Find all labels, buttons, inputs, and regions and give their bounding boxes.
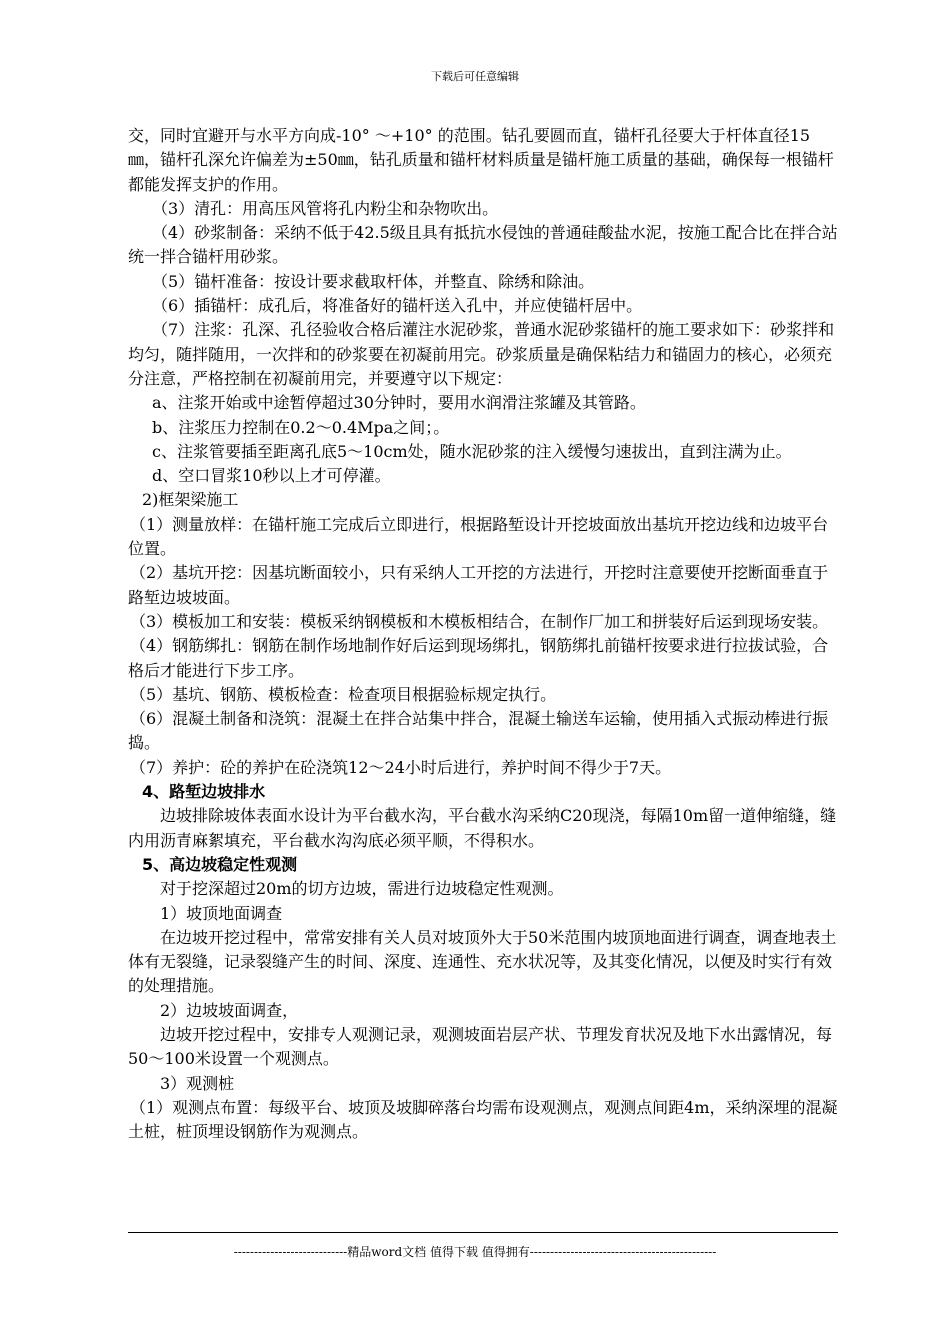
footer-note: ----------------------------精品word文档 值得下载 值得拥有---------------------------------------------- [233, 1245, 717, 1259]
paragraph: c、注浆管要插至距离孔底5～10cm处，随水泥砂浆的注入缓慢匀速拔出，直到注满为止。 [152, 441, 792, 461]
paragraph: （3）清孔：用高压风管将孔内粉尘和杂物吹出。 [152, 198, 499, 218]
subsection-heading: 3）观测桩 [160, 1073, 235, 1093]
footer-rule [128, 1232, 838, 1233]
paragraph: （4）砂浆制备：采纳不低于42.5级且具有抵抗水侵蚀的普通硅酸盐水泥，按施工配合比在拌合站统一拌合锚杆用砂浆。 [128, 223, 838, 267]
document-body [128, 124, 840, 1144]
paragraph: （2）基坑开挖：因基坑断面较小，只有采纳人工开挖的方法进行，开挖时注意要使开挖断面垂直于路堑边坡坡面。 [128, 563, 829, 607]
paragraph: （5）锚杆准备：按设计要求截取杆体，并整直、除绣和除油。 [152, 271, 595, 291]
section-heading: 2)框架梁施工 [142, 490, 239, 510]
paragraph: （6）混凝土制备和浇筑：混凝土在拌合站集中拌合，混凝土输送车运输，使用插入式振动棒进行振捣。 [128, 709, 829, 753]
header-note: 下载后可任意编辑 [431, 70, 519, 83]
paragraph: （5）基坑、钢筋、模板检查：检查项目根据验标规定执行。 [130, 684, 557, 704]
paragraph: （7）注浆：孔深、孔径验收合格后灌注水泥砂浆，普通水泥砂浆锚杆的施工要求如下：砂浆拌和均匀，随拌随用，一次拌和的砂浆要在初凝前用完。砂浆质量是确保粘结力和锚固力的核心，必须充分注意，严格控制在初凝前用完，并要遵守以下规定： [128, 320, 835, 388]
subsection-heading: 2）边坡坡面调查， [160, 1000, 299, 1020]
paragraph: （4）钢筋绑扎：钢筋在制作场地制作好后运到现场绑扎，钢筋绑扎前锚杆按要求进行拉拔试验，合格后才能进行下步工序。 [128, 636, 829, 680]
paragraph: 对于挖深超过20m的切方边坡，需进行边坡稳定性观测。 [160, 879, 564, 899]
paragraph: （1）观测点布置：每级平台、坡顶及坡脚碎落台均需布设观测点，观测点间距4m，采纳深埋的混凝土桩，桩顶埋设钢筋作为观测点。 [128, 1097, 838, 1142]
paragraph: （3）模板加工和安装：模板采纳钢模板和木模板相结合，在制作厂加工和拼装好后运到现场安装。 [130, 611, 829, 631]
paragraph: a、注浆开始或中途暂停超过30分钟时，要用水润滑注浆罐及其管路。 [152, 393, 646, 413]
section-heading: 5、高边坡稳定性观测 [142, 854, 298, 874]
paragraph: b、注浆压力控制在0.2～0.4Mpa之间；。 [152, 417, 450, 437]
paragraph: 在边坡开挖过程中，常常安排有关人员对坡顶外大于50米范围内坡顶地面进行调查，调查地表土体有无裂缝，记录裂缝产生的时间、深度、连通性、充水状况等，及其变化情况，以便及时实行有效的处理措施。 [128, 927, 837, 996]
paragraph: 边坡排除坡体表面水设计为平台截水沟，平台截水沟采纳C20现浇，每隔10m留一道伸缩缝，缝内用沥青麻絮填充，平台截水沟沟底必须平顺，不得积水。 [128, 806, 837, 850]
paragraph: 交，同时宜避开与水平方向成-10° ～+10° 的范围。钻孔要圆而直，锚杆孔径要大于杆体直径15㎜，锚杆孔深允许偏差为±50㎜，钻孔质量和锚杆材料质量是锚杆施工质量的基础，确保每一根锚杆都能发挥支护的作用。 [128, 126, 834, 194]
section-heading: 4、路堑边坡排水 [142, 782, 266, 802]
paragraph: （1）测量放样：在锚杆施工完成后立即进行，根据路堑设计开挖坡面放出基坑开挖边线和边坡平台位置。 [128, 514, 829, 559]
paragraph: （7）养护：砼的养护在砼浇筑12～24小时后进行，养护时间不得少于7天。 [130, 757, 672, 777]
paragraph: 边坡开挖过程中，安排专人观测记录，观测坡面岩层产状、节理发育状况及地下水出露情况，每50～100米设置一个观测点。 [128, 1024, 833, 1069]
subsection-heading: 1）坡顶地面调查 [160, 903, 283, 923]
paragraph: （6）插锚杆：成孔后，将准备好的锚杆送入孔中，并应使锚杆居中。 [152, 296, 643, 316]
paragraph: d、空口冒浆10秒以上才可停灌。 [152, 466, 391, 486]
